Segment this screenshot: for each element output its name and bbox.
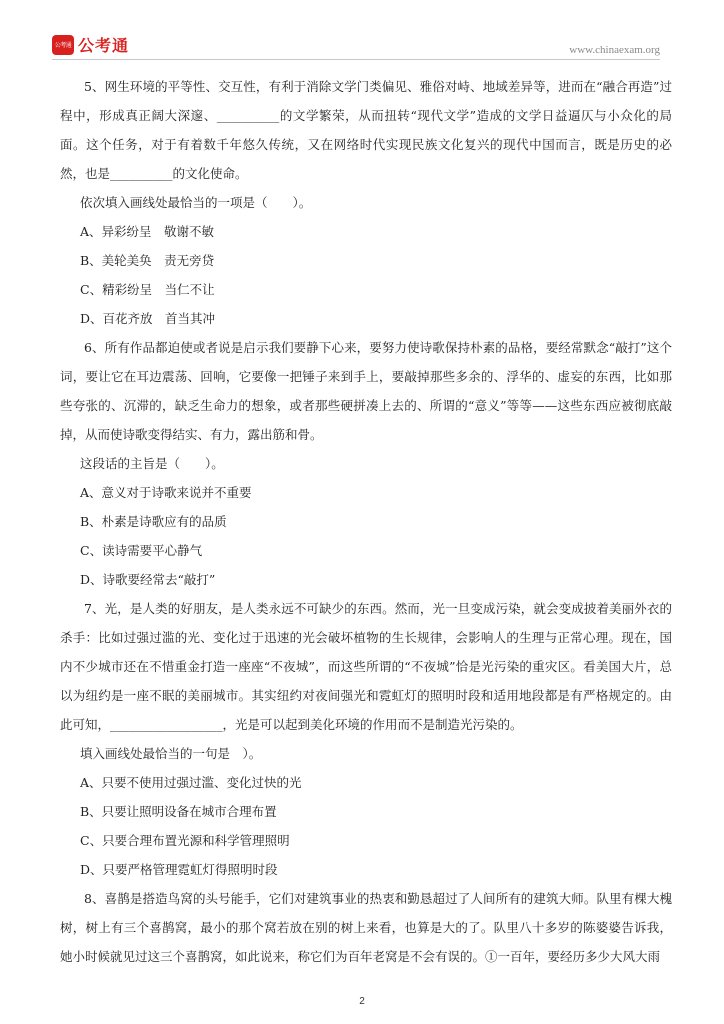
question-6-prompt: 这段话的主旨是（ ）。: [80, 456, 224, 471]
question-8-passage: 8、喜鹊是搭造鸟窝的头号能手，它们对建筑事业的热衷和勤恳超过了人间所有的建筑大师。队里有棵大槐树，树上有三个喜鹊窝，最小的那个窝若放在别的树上来看，也算是大的了。队里八十多岁的陈婆婆告诉我，她小时候就见过这三个喜鹊窝，如此说来，称它们为百年老窝是不会有误的。①一百年，要经历多少大风大雨: [60, 891, 672, 964]
brand-logo[interactable]: [52, 33, 129, 56]
question-5-option-d: D、百花齐放 首当其冲: [80, 311, 216, 326]
logo-icon: 公考通: [52, 35, 74, 55]
question-5-passage: 5、网生环境的平等性、交互性，有利于消除文学门类偏见、雅俗对峙、地域差异等，进而在“融合再造”过程中，形成真正阔大深邃、__________的文学繁荣，从而扭转“现代文学”造成的文学日益逼仄与小众化的局面。这个任务，对于有着数千年悠久传统，又在网络时代实现民族文化复兴的现代中国而言，既是历史的必然，也是__________的文化使命。: [60, 79, 672, 181]
question-7-option-a: A、只要不使用过强过滥、变化过快的光: [80, 775, 302, 790]
question-6-option-c: C、读诗需要平心静气: [80, 543, 203, 558]
question-6-passage: 6、所有作品都迫使或者说是启示我们要静下心来，要努力使诗歌保持朴素的品格，要经常默念“敲打”这个词，要让它在耳边震荡、回响，它要像一把锤子来到手上，要敲掉那些多余的、浮华的、虚妄的东西，比如那些夸张的、沉滞的，缺乏生命力的想象，或者那些硬拼凑上去的、所谓的“意义”等等——这些东西应被彻底敲掉，从而使诗歌变得结实、有力，露出筋和骨。: [60, 340, 672, 442]
document-body: [60, 72, 672, 971]
site-url[interactable]: www.chinaexam.org: [569, 44, 660, 56]
question-5-option-b: B、美轮美奂 责无旁贷: [80, 253, 215, 268]
logo-text: 公考通: [78, 36, 130, 55]
page-number: 2: [359, 996, 365, 1007]
question-6-option-b: B、朴素是诗歌应有的品质: [80, 514, 227, 529]
question-6-option-d: D、诗歌要经常去“敲打”: [80, 572, 216, 587]
question-5-option-c: C、精彩纷呈 当仁不让: [80, 282, 215, 297]
question-7-option-d: D、只要严格管理霓虹灯得照明时段: [80, 862, 278, 877]
question-7-option-c: C、只要合理布置光源和科学管理照明: [80, 833, 290, 848]
question-7-prompt: 填入画线处最恰当的一句是 ）。: [80, 746, 262, 761]
question-5-option-a: A、异彩纷呈 敬谢不敏: [80, 224, 215, 239]
page-header: [0, 0, 724, 62]
header-divider: [52, 59, 660, 60]
question-6-option-a: A、意义对于诗歌来说并不重要: [80, 485, 252, 500]
question-7-option-b: B、只要让照明设备在城市合理布置: [80, 804, 277, 819]
question-7-passage: 7、光，是人类的好朋友，是人类永远不可缺少的东西。然而，光一旦变成污染，就会变成披着美丽外衣的杀手：比如过强过滥的光、变化过于迅速的光会破坏植物的生长规律，会影响人的生理与正常心理。现在，国内不少城市还在不惜重金打造一座座“不夜城”，而这些所谓的“不夜城”恰是光污染的重灾区。看美国大片，总以为纽约是一座不眠的美丽城市。其实纽约对夜间强光和霓虹灯的照明时段和适用地段都是有严格规定的。由此可知，__________________，光是可以起到美化环境的作用而不是制造光污染的。: [60, 601, 672, 732]
question-5-prompt: 依次填入画线处最恰当的一项是（ ）。: [80, 195, 312, 210]
